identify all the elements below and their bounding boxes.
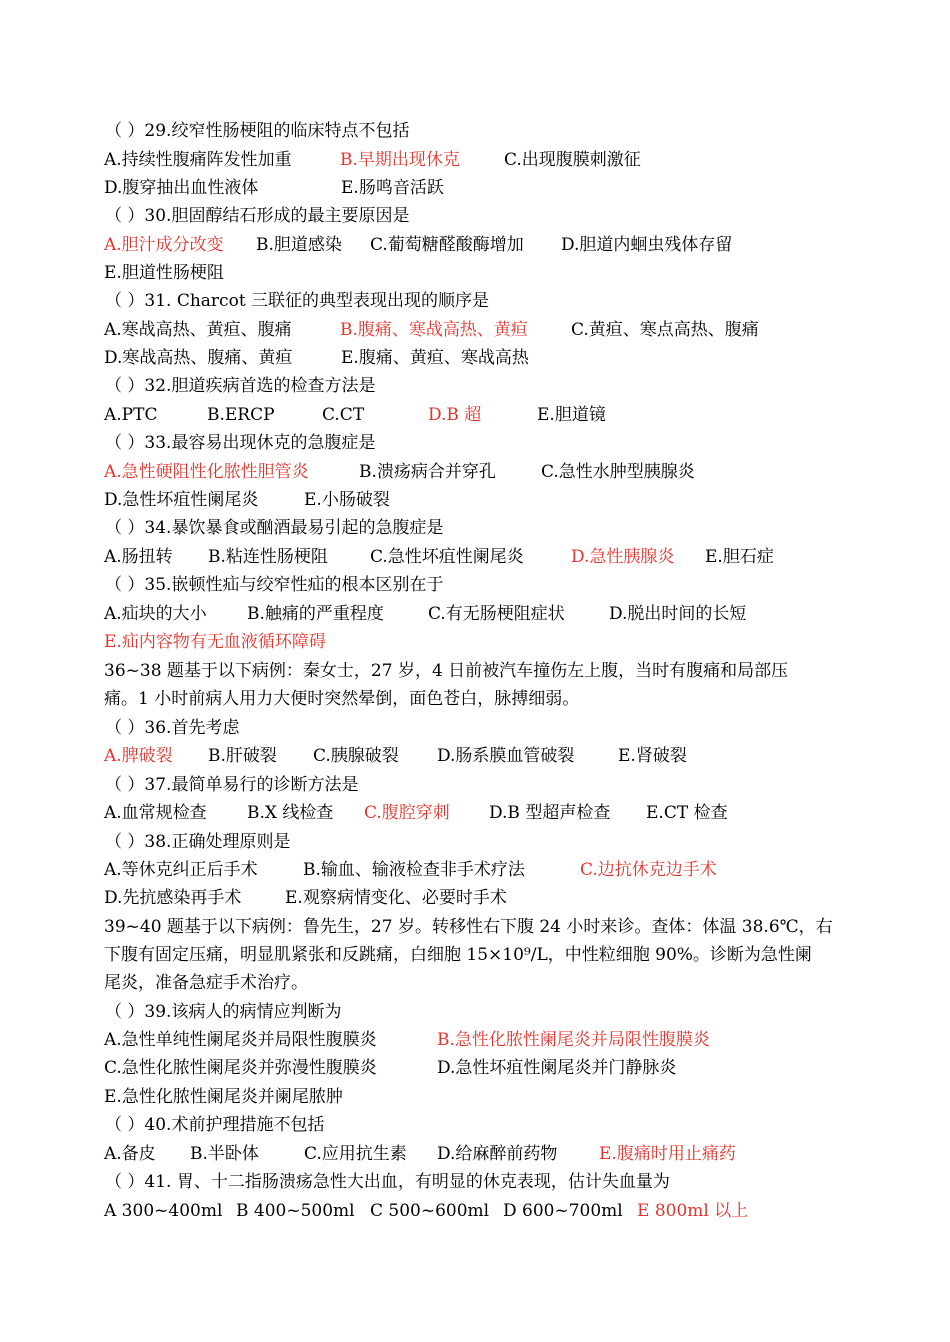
question-33-options-row1 — [0, 458, 950, 486]
question-35-options-row2 — [0, 628, 950, 656]
option-b: B 400~500ml — [236, 1201, 355, 1221]
question-32-stem: （ ）32.胆道疾病首选的检查方法是 — [105, 376, 376, 396]
question-36-options — [0, 742, 950, 770]
option-c-answer: C.边抗休克边手术 — [580, 860, 717, 880]
question-38-options-row2 — [0, 884, 950, 912]
option-a: A.持续性腹痛阵发性加重 — [104, 150, 292, 170]
option-b-answer: B.急性化脓性阑尾炎并局限性腹膜炎 — [437, 1030, 710, 1050]
question-36-stem: （ ）36.首先考虑 — [105, 718, 240, 738]
option-d: D.胆道内蛔虫残体存留 — [561, 235, 733, 255]
option-d-answer: D.B 超 — [428, 405, 482, 425]
option-e-answer: E.疝内容物有无血液循环障碍 — [104, 632, 326, 652]
option-e: E.小肠破裂 — [304, 490, 390, 510]
question-30-stem: （ ）30.胆固醇结石形成的最主要原因是 — [105, 206, 410, 226]
option-a-answer: A.脾破裂 — [104, 746, 173, 766]
option-e: E.胆石症 — [705, 547, 774, 567]
option-d: D.先抗感染再手术 — [104, 888, 242, 908]
option-c-answer: C.腹腔穿刺 — [364, 803, 450, 823]
option-c: C.应用抗生素 — [304, 1144, 407, 1164]
option-b: B.肝破裂 — [208, 746, 277, 766]
question-35-options-row1 — [0, 600, 950, 628]
option-a: A 300~400ml — [104, 1201, 223, 1221]
question-41-options — [0, 1197, 950, 1225]
option-a: A.疝块的大小 — [104, 604, 207, 624]
case-39-40-text-line3: 尾炎，准备急症手术治疗。 — [104, 973, 308, 993]
case-39-40-text-line1: 39~40 题基于以下病例：鲁先生，27 岁。转移性右下腹 24 小时来诊。查体：体温 38.6℃，右 — [104, 917, 833, 937]
question-39-options-row1 — [0, 1026, 950, 1054]
option-c: C.有无肠梗阻症状 — [428, 604, 565, 624]
question-40-stem: （ ）40.术前护理措施不包括 — [105, 1115, 325, 1135]
option-a-answer: A.急性硬阻性化脓性胆管炎 — [104, 462, 309, 482]
option-a: A.急性单纯性阑尾炎并局限性腹膜炎 — [104, 1030, 377, 1050]
option-b: B.输血、输液检查非手术疗法 — [303, 860, 525, 880]
option-d: D.寒战高热、腹痛、黄疸 — [104, 348, 293, 368]
option-d: D.给麻醉前药物 — [437, 1144, 558, 1164]
question-33-options-row2 — [0, 486, 950, 514]
option-c: C.急性坏疽性阑尾炎 — [370, 547, 524, 567]
option-e: E.急性化脓性阑尾炎并阑尾脓肿 — [104, 1087, 343, 1107]
option-e: E.肾破裂 — [618, 746, 687, 766]
option-d: D.腹穿抽出血性液体 — [104, 178, 259, 198]
question-29-stem: （ ）29.绞窄性肠梗阻的临床特点不包括 — [105, 121, 410, 141]
question-31-options-row1 — [0, 316, 950, 344]
option-d: D.急性坏疽性阑尾炎并门静脉炎 — [437, 1058, 677, 1078]
option-d: D 600~700ml — [503, 1201, 623, 1221]
case-39-40-text-line2: 下腹有固定压痛，明显肌紧张和反跳痛，白细胞 15×10⁹/L，中性粒细胞 90%。诊断为急性阑 — [104, 945, 812, 965]
question-38-options-row1 — [0, 856, 950, 884]
question-29-options-row1 — [0, 146, 950, 174]
question-37-stem: （ ）37.最简单易行的诊断方法是 — [105, 775, 359, 795]
question-41-stem: （ ）41. 胃、十二指肠溃疡急性大出血，有明显的休克表现，估计失血量为 — [105, 1172, 670, 1192]
option-d: D.急性坏疽性阑尾炎 — [104, 490, 259, 510]
option-a: A.PTC — [104, 405, 158, 425]
option-b-answer: B.腹痛、寒战高热、黄疸 — [340, 320, 528, 340]
case-36-38-text-line2: 痛。1 小时前病人用力大便时突然晕倒，面色苍白，脉搏细弱。 — [104, 689, 580, 709]
option-b: B.触痛的严重程度 — [247, 604, 384, 624]
question-34-stem: （ ）34.暴饮暴食或酗酒最易引起的急腹症是 — [105, 518, 444, 538]
option-a: A.寒战高热、黄疸、腹痛 — [104, 320, 292, 340]
question-34-options — [0, 543, 950, 571]
option-e: E.肠鸣音活跃 — [341, 178, 444, 198]
option-d: D.肠系膜血管破裂 — [437, 746, 575, 766]
option-b: B.胆道感染 — [256, 235, 342, 255]
option-c: C.葡萄糖醛酸酶增加 — [370, 235, 524, 255]
case-36-38-text-line1: 36~38 题基于以下病例：秦女士，27 岁，4 日前被汽车撞伤左上腹，当时有腹痛和局部压 — [104, 661, 789, 681]
option-b-answer: B.早期出现休克 — [340, 150, 460, 170]
option-d-answer: D.急性胰腺炎 — [571, 547, 675, 567]
option-c: C.胰腺破裂 — [313, 746, 399, 766]
option-b: B.粘连性肠梗阻 — [208, 547, 328, 567]
option-e-answer: E.腹痛时用止痛药 — [599, 1144, 736, 1164]
option-e: E.观察病情变化、必要时手术 — [285, 888, 507, 908]
option-e-answer: E 800ml 以上 — [637, 1201, 749, 1221]
option-e: E.腹痛、黄疸、寒战高热 — [341, 348, 529, 368]
option-b: B.X 线检查 — [247, 803, 334, 823]
option-c: C.急性水肿型胰腺炎 — [541, 462, 695, 482]
option-c: C.CT — [322, 405, 365, 425]
question-37-options — [0, 799, 950, 827]
question-32-options — [0, 401, 950, 429]
option-c: C.急性化脓性阑尾炎并弥漫性腹膜炎 — [104, 1058, 377, 1078]
question-39-options-row3 — [0, 1083, 950, 1111]
question-30-options-row2 — [0, 259, 950, 287]
option-b: B.ERCP — [207, 405, 275, 425]
question-29-options-row2 — [0, 174, 950, 202]
question-30-options-row1 — [0, 231, 950, 259]
question-31-options-row2 — [0, 344, 950, 372]
option-e: E.胆道镜 — [537, 405, 606, 425]
question-38-stem: （ ）38.正确处理原则是 — [105, 832, 291, 852]
option-a: A.血常规检查 — [104, 803, 207, 823]
option-a: A.肠扭转 — [104, 547, 173, 567]
question-39-stem: （ ）39.该病人的病情应判断为 — [105, 1002, 342, 1022]
question-35-stem: （ ）35.嵌顿性疝与绞窄性疝的根本区别在于 — [105, 575, 444, 595]
option-c: C.黄疸、寒点高热、腹痛 — [571, 320, 759, 340]
option-a: A.等休克纠正后手术 — [104, 860, 258, 880]
option-b: B.溃疡病合并穿孔 — [359, 462, 496, 482]
option-b: B.半卧体 — [190, 1144, 259, 1164]
option-c: C.出现腹膜刺激征 — [504, 150, 641, 170]
option-c: C 500~600ml — [370, 1201, 490, 1221]
question-31-stem: （ ）31. Charcot 三联征的典型表现出现的顺序是 — [105, 291, 490, 311]
option-e: E.胆道性肠梗阻 — [104, 263, 224, 283]
question-33-stem: （ ）33.最容易出现休克的急腹症是 — [105, 433, 376, 453]
question-39-options-row2 — [0, 1054, 950, 1082]
option-d: D.脱出时间的长短 — [609, 604, 747, 624]
option-d: D.B 型超声检查 — [489, 803, 611, 823]
question-40-options — [0, 1140, 950, 1168]
option-a: A.备皮 — [104, 1144, 156, 1164]
option-a-answer: A.胆汁成分改变 — [104, 235, 224, 255]
option-e: E.CT 检查 — [646, 803, 728, 823]
